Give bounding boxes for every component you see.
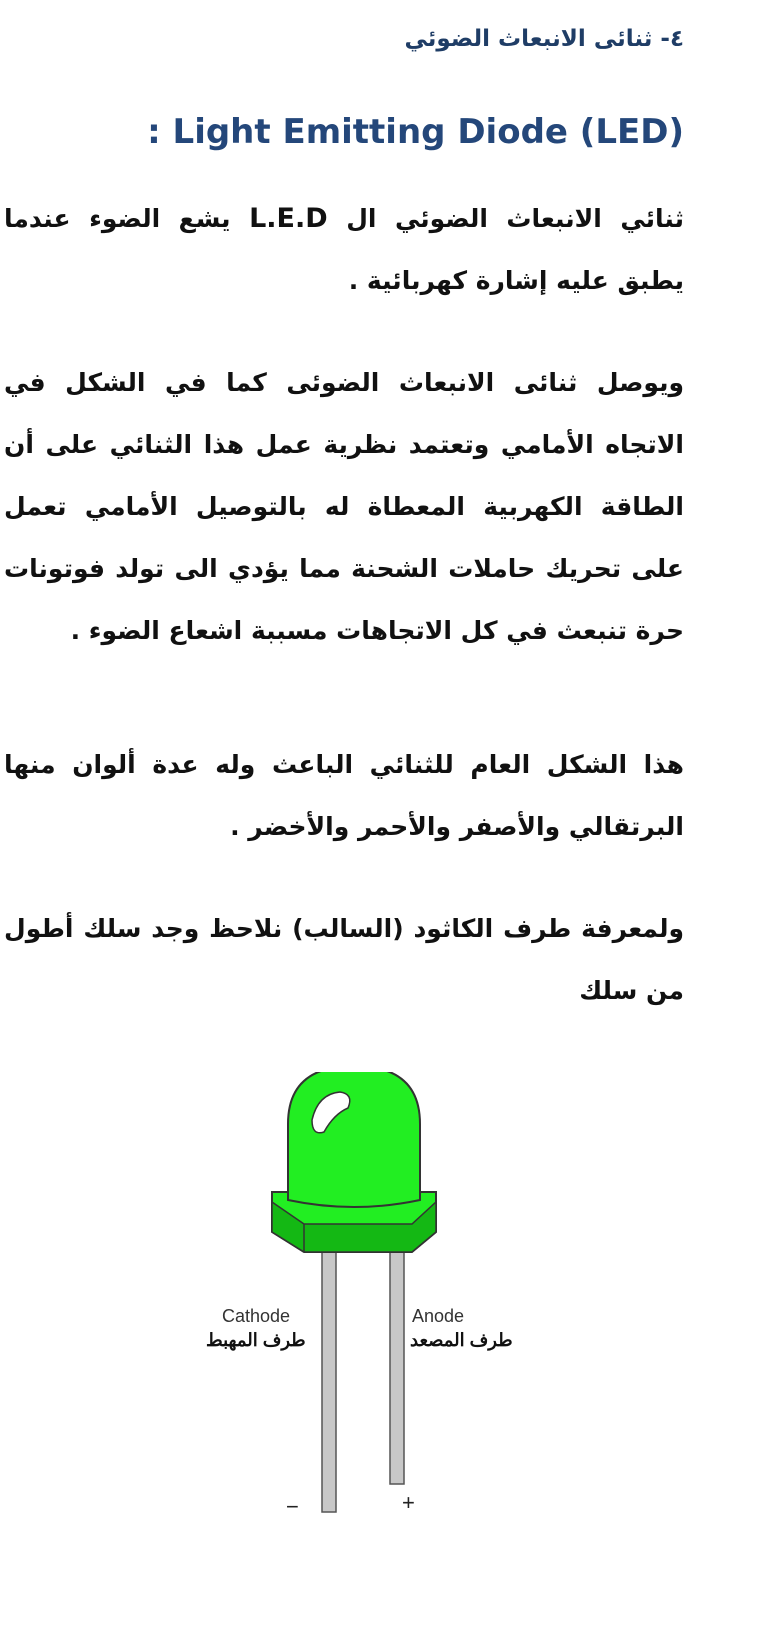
anode-leg: [390, 1248, 404, 1484]
minus-sign: −: [286, 1494, 299, 1519]
anode-label-en: Anode: [412, 1306, 465, 1326]
cathode-label-en: Cathode: [222, 1306, 291, 1326]
paragraph-led-colors: هذا الشكل العام للثنائي الباعث وله عدة ألوان منها البرتقالي والأصفر والأحمر والأخضر .: [4, 750, 684, 841]
anode-label-ar: طرف المصعد: [410, 1330, 513, 1350]
led-figure: [196, 1072, 556, 1532]
cathode-leg: [322, 1248, 336, 1512]
led-abbreviation: L.E.D: [249, 203, 328, 234]
section-subtitle: : Light Emitting Diode (LED): [147, 112, 684, 152]
paragraph-led-operation: ويوصل ثنائى الانبعاث الضوئى كما في الشكل في الاتجاه الأمامي وتعتمد نظرية عمل هذا الثنائي على أن الطاقة الكهربية المعطاة له بالتوصيل الأمامي تعمل على تحريك حاملات الشحنة مما يؤدي الى تولد فوتونات حرة تنبعث في كل الاتجاهات مسببة اشعاع الضوء .: [4, 368, 684, 645]
paragraph-led-definition-part2: يشع الضوء عندما يطبق عليه إشارة كهربائية .: [4, 204, 684, 295]
paragraph-cathode-note: ولمعرفة طرف الكاثود (السالب) نلاحظ وجد سلك أطول من سلك: [4, 914, 684, 1005]
paragraph-led-definition-part1: ثنائي الانبعاث الضوئي ال: [327, 204, 684, 233]
led-dome: [288, 1072, 420, 1207]
led-diagram: [196, 1072, 556, 1532]
section-heading: ٤- ثنائى الانبعاث الضوئي: [404, 26, 684, 52]
cathode-label-ar: طرف المهبط: [206, 1330, 306, 1350]
paragraph-led-definition: [4, 188, 684, 312]
plus-sign: +: [402, 1490, 415, 1515]
